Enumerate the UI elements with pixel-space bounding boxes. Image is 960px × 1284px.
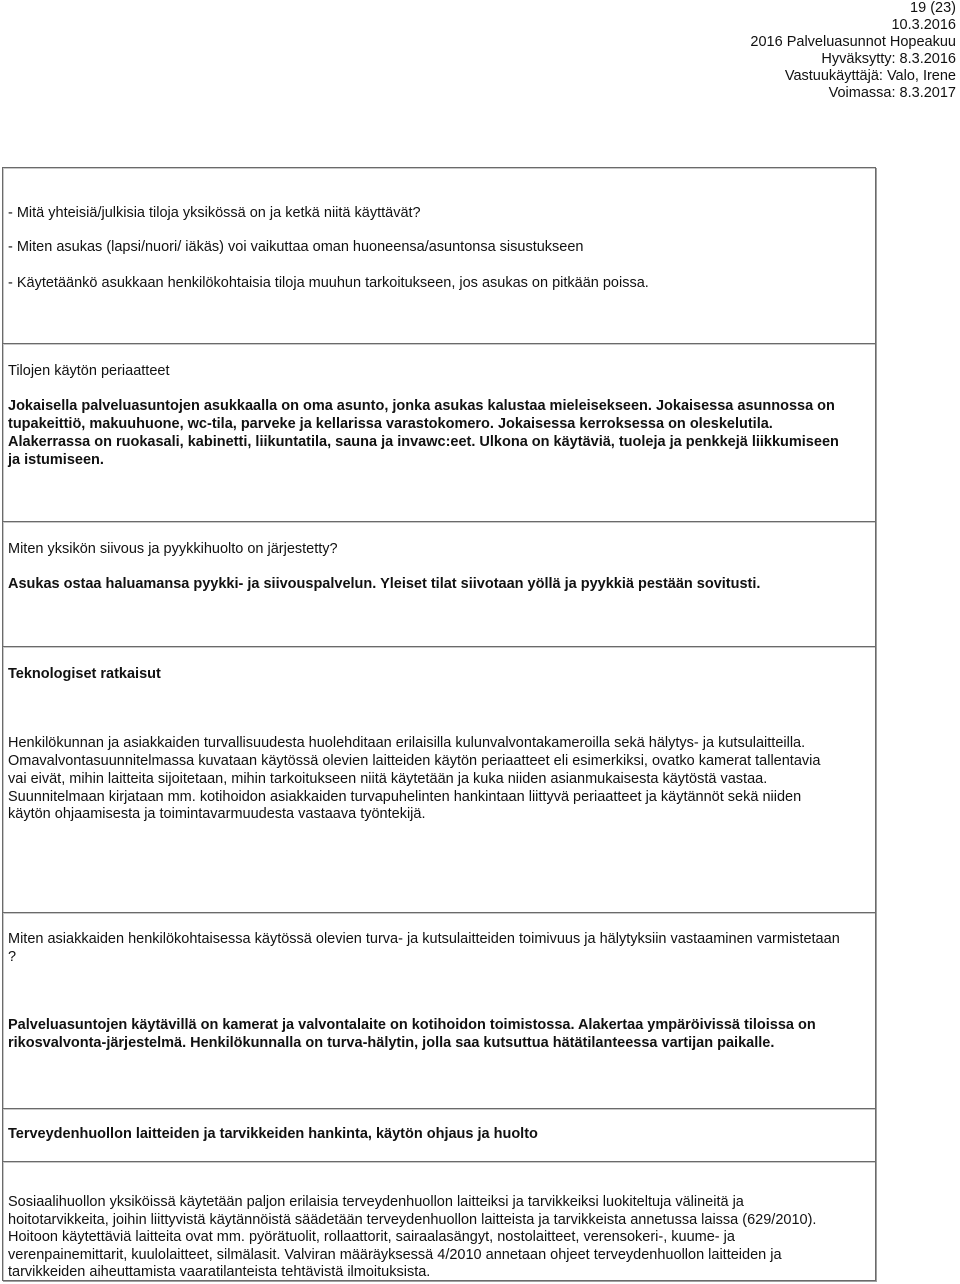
document-title: 2016 Palveluasunnot Hopeakuu (750, 34, 956, 50)
health-devices-heading-box (2, 1108, 876, 1162)
answer-line: Alakerrassa on ruokasali, kabinetti, liikuntatila, sauna ja invawc:eet. Ulkona on käytäviä, tuoleja ja penkkejä liikkumiseen (8, 434, 839, 450)
responsible-user: Vastuukäyttäjä: Valo, Irene (784, 68, 956, 84)
valid-until: Voimassa: 8.3.2017 (828, 85, 956, 101)
space-use-principles-box (2, 343, 876, 522)
text-line: vai eivät, mihin laitteita sijoitetaan, mihin tarkoitukseen niitä käytetään ja kuka niiden asianmukaisesta käytöstä vastaa. (8, 771, 768, 787)
answer-line: rikosvalvonta-järjestelmä. Henkilökunnalla on turva-hälytin, jolla saa kutsuttua hätätilanteessa vartijan paikalle. (8, 1035, 775, 1051)
question-line: Miten yksikön siivous ja pyykkihuolto on järjestetty? (8, 541, 338, 557)
health-devices-text-box (2, 1161, 876, 1281)
question-line: Miten asiakkaiden henkilökohtaisessa käytössä olevien turva- ja kutsulaitteiden toimivuus ja hälytyksiin vastaaminen varmistetaan (8, 931, 840, 947)
alarm-devices-box (2, 912, 876, 1109)
question-line: - Käytetäänkö asukkaan henkilökohtaisia tiloja muuhun tarkoitukseen, jos asukas on pitkään poissa. (8, 275, 649, 291)
section-heading: Tilojen käytön periaatteet (8, 363, 170, 379)
answer-line: tupakeittiö, makuuhuone, wc-tila, parveke ja kellarissa varastokomero. Jokaisessa kerroksessa on oleskelutila. (8, 416, 773, 432)
question-line: ? (8, 949, 17, 965)
text-line: Henkilökunnan ja asiakkaiden turvallisuudesta huolehditaan erilaisilla kulunvalvontakameroilla sekä hälytys- ja kutsulaitteilla. (8, 735, 806, 751)
text-line: käytön ohjaamisesta ja toimintavarmuudesta vastaava työntekijä. (8, 806, 426, 822)
text-line: tarvikkeiden aiheuttamista vaaratilanteista tehtävistä ilmoituksista. (8, 1264, 431, 1280)
answer-line: ja istumiseen. (8, 452, 104, 468)
technology-box (2, 646, 876, 913)
text-line: Suunnitelmaan kirjataan mm. kotihoidon asiakkaiden turvapuhelinten hankintaan liittyvä periaatteet ja käytännöt sekä niiden (8, 789, 802, 805)
document-header (750, 0, 956, 102)
text-line: verenpainemittarit, kuulolaitteet, silmälasit. Valviran määräyksessä 4/2010 annetaan ohjeet terveydenhuollon laitteiden ja (8, 1247, 782, 1263)
section-heading: Terveydenhuollon laitteiden ja tarvikkeiden hankinta, käytön ohjaus ja huolto (8, 1126, 538, 1142)
text-line: hoitotarvikkeita, joihin liittyvistä käytännöistä säädetään terveydenhuollon laitteista ja tarvikkeista annetussa laissa (629/2010). (8, 1212, 817, 1228)
cleaning-laundry-box (2, 521, 876, 647)
answer-line: Palveluasuntojen käytävillä on kamerat ja valvontalaite on kotihoidon toimistossa. Alakertaa ympäröivissä tiloissa on (8, 1017, 816, 1033)
question-line: - Mitä yhteisiä/julkisia tiloja yksikössä on ja ketkä niitä käyttävät? (8, 205, 421, 221)
text-line: Sosiaalihuollon yksiköissä käytetään paljon erilaisia terveydenhuollon laitteiksi ja tarvikkeiksi luokiteltuja välineitä ja (8, 1194, 744, 1210)
page-number: 19 (23) (910, 0, 956, 16)
section-heading: Teknologiset ratkaisut (8, 666, 161, 682)
document-date: 10.3.2016 (891, 17, 956, 33)
common-spaces-box (2, 167, 876, 344)
question-line: - Miten asukas (lapsi/nuori/ iäkäs) voi vaikuttaa oman huoneensa/asuntonsa sisustukseen (8, 239, 584, 255)
text-line: Hoitoon käytettäviä laitteita ovat mm. pyörätuolit, rollaattorit, sairaalasängyt, nostolaitteet, verensokeri-, kuume- ja (8, 1229, 735, 1245)
answer-line: Asukas ostaa haluamansa pyykki- ja siivouspalvelun. Yleiset tilat siivotaan yöllä ja pyykkiä pestään sovitusti. (8, 576, 761, 592)
approved-date: Hyväksytty: 8.3.2016 (821, 51, 956, 67)
text-line: Omavalvontasuunnitelmassa kuvataan käytössä olevien laitteiden käytön periaatteet eli esimerkiksi, ovatko kamerat tallentavia (8, 753, 821, 769)
answer-line: Jokaisella palveluasuntojen asukkaalla on oma asunto, jonka asukas kalustaa mieleisekseen. Jokaisessa asunnossa on (8, 398, 835, 414)
